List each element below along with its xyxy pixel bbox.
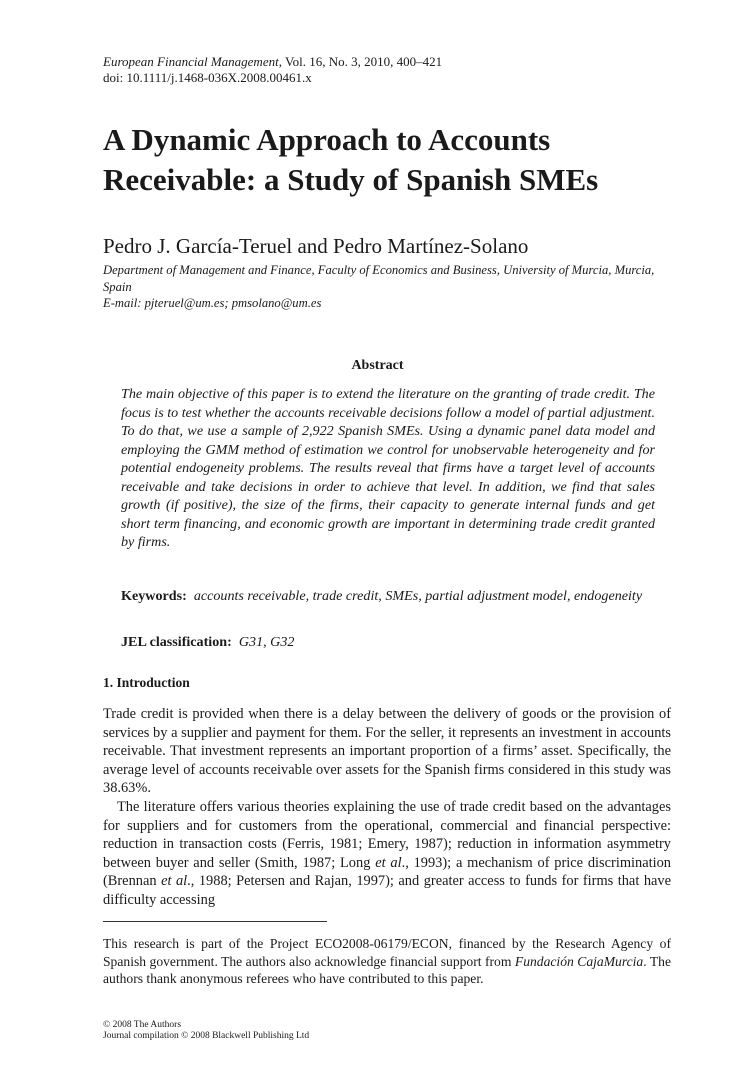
et-al: et al: [161, 873, 188, 890]
footnote-divider: [103, 921, 327, 922]
footnote-part-b: . The authors thank anonymous referees who have contributed to this paper.: [103, 953, 671, 986]
copyright-notice: [103, 1020, 309, 1041]
doi: doi: 10.1111/j.1468-036X.2008.00461.x: [103, 70, 312, 85]
keywords: [121, 587, 655, 606]
para2-part-b: ., 1993); a mechanism of price discrimination (Brennan: [103, 854, 671, 890]
journal-citation: [103, 54, 442, 86]
jel-classification: JEL classification: G31, G32: [121, 634, 295, 650]
article-title: A Dynamic Approach to Accounts Receivable: a Study of Spanish SMEs: [103, 122, 599, 197]
keywords-list: accounts receivable, trade credit, SMEs, partial adjustment model, endogeneity: [193, 588, 643, 604]
authors: Pedro J. García-Teruel and Pedro Martínez-Solano: [103, 234, 529, 258]
section-heading: 1. Introduction: [103, 675, 190, 690]
affiliation: Department of Management and Finance, Faculty of Economics and Business, University of Murcia, Murcia, Spain: [103, 263, 655, 294]
et-al: et al: [375, 854, 402, 871]
abstract-heading: Abstract: [351, 358, 404, 373]
affiliation-block: [103, 262, 663, 312]
body-text: [103, 705, 671, 910]
copyright-authors: © 2008 The Authors: [103, 1020, 182, 1030]
jel-code-2: G32: [270, 634, 295, 650]
footnote: [103, 935, 671, 988]
keywords-label: Keywords:: [121, 588, 187, 604]
paragraph-2: [103, 798, 671, 910]
jel-code-1: G31: [238, 634, 264, 650]
journal-line: [103, 54, 442, 70]
footnote-funder: Fundación CajaMurcia: [514, 953, 644, 969]
footnote-part-a: This research is part of the Project ECO2008-06179/ECON, financed by the Research Agency of Spanish government. The authors also acknowledge financial support from: [103, 936, 671, 969]
para2-part-a: The literature offers various theories explaining the use of trade credit based on the advantages for suppliers and for customers from the operational, commercial and financial perspective: reduction in transaction costs (Ferris, 1981; Emery, 1987); reduction in information asymmetry between buyer and seller (Smith, 1987; Long: [103, 798, 671, 871]
jel-label: JEL classification:: [121, 634, 232, 650]
abstract-text: The main objective of this paper is to extend the literature on the granting of trade credit. The focus is to test whether the accounts receivable decisions follow a model of partial adjustment. To do that, we use a sample of 2,922 Spanish SMEs. Using a dynamic panel data model and employing the GMM method of estimation we control for unobservable heterogeneity and for potential endogeneity problems. The results reveal that firms have a target level of accounts receivable and take decisions in order to achieve that level. In addition, we find that sales growth (if positive), the size of the firms, their capacity to generate internal funds and get short term financing, and economic growth are important in determining trade credit granted by firms.: [121, 386, 655, 550]
author-email: E-mail: pjteruel@um.es; pmsolano@um.es: [103, 296, 322, 310]
paragraph-1: Trade credit is provided when there is a delay between the delivery of goods or the provision of services by a supplier and payment for them. For the seller, it represents an investment in accounts receivable. That investment represents an important proportion of a firms’ asset. Specifically, the average level of accounts receivable over assets for the Spanish firms considered in this study was 38.63%.: [103, 706, 671, 797]
copyright-journal: Journal compilation © 2008 Blackwell Publishing Ltd: [103, 1030, 310, 1041]
journal-name: European Financial Management: [103, 54, 279, 69]
para2-part-c: ., 1988; Petersen and Rajan, 1997); and greater access to funds for firms that have difficulty accessing: [103, 873, 671, 908]
journal-volume-info: , Vol. 16, No. 3, 2010, 400–421: [278, 54, 443, 69]
